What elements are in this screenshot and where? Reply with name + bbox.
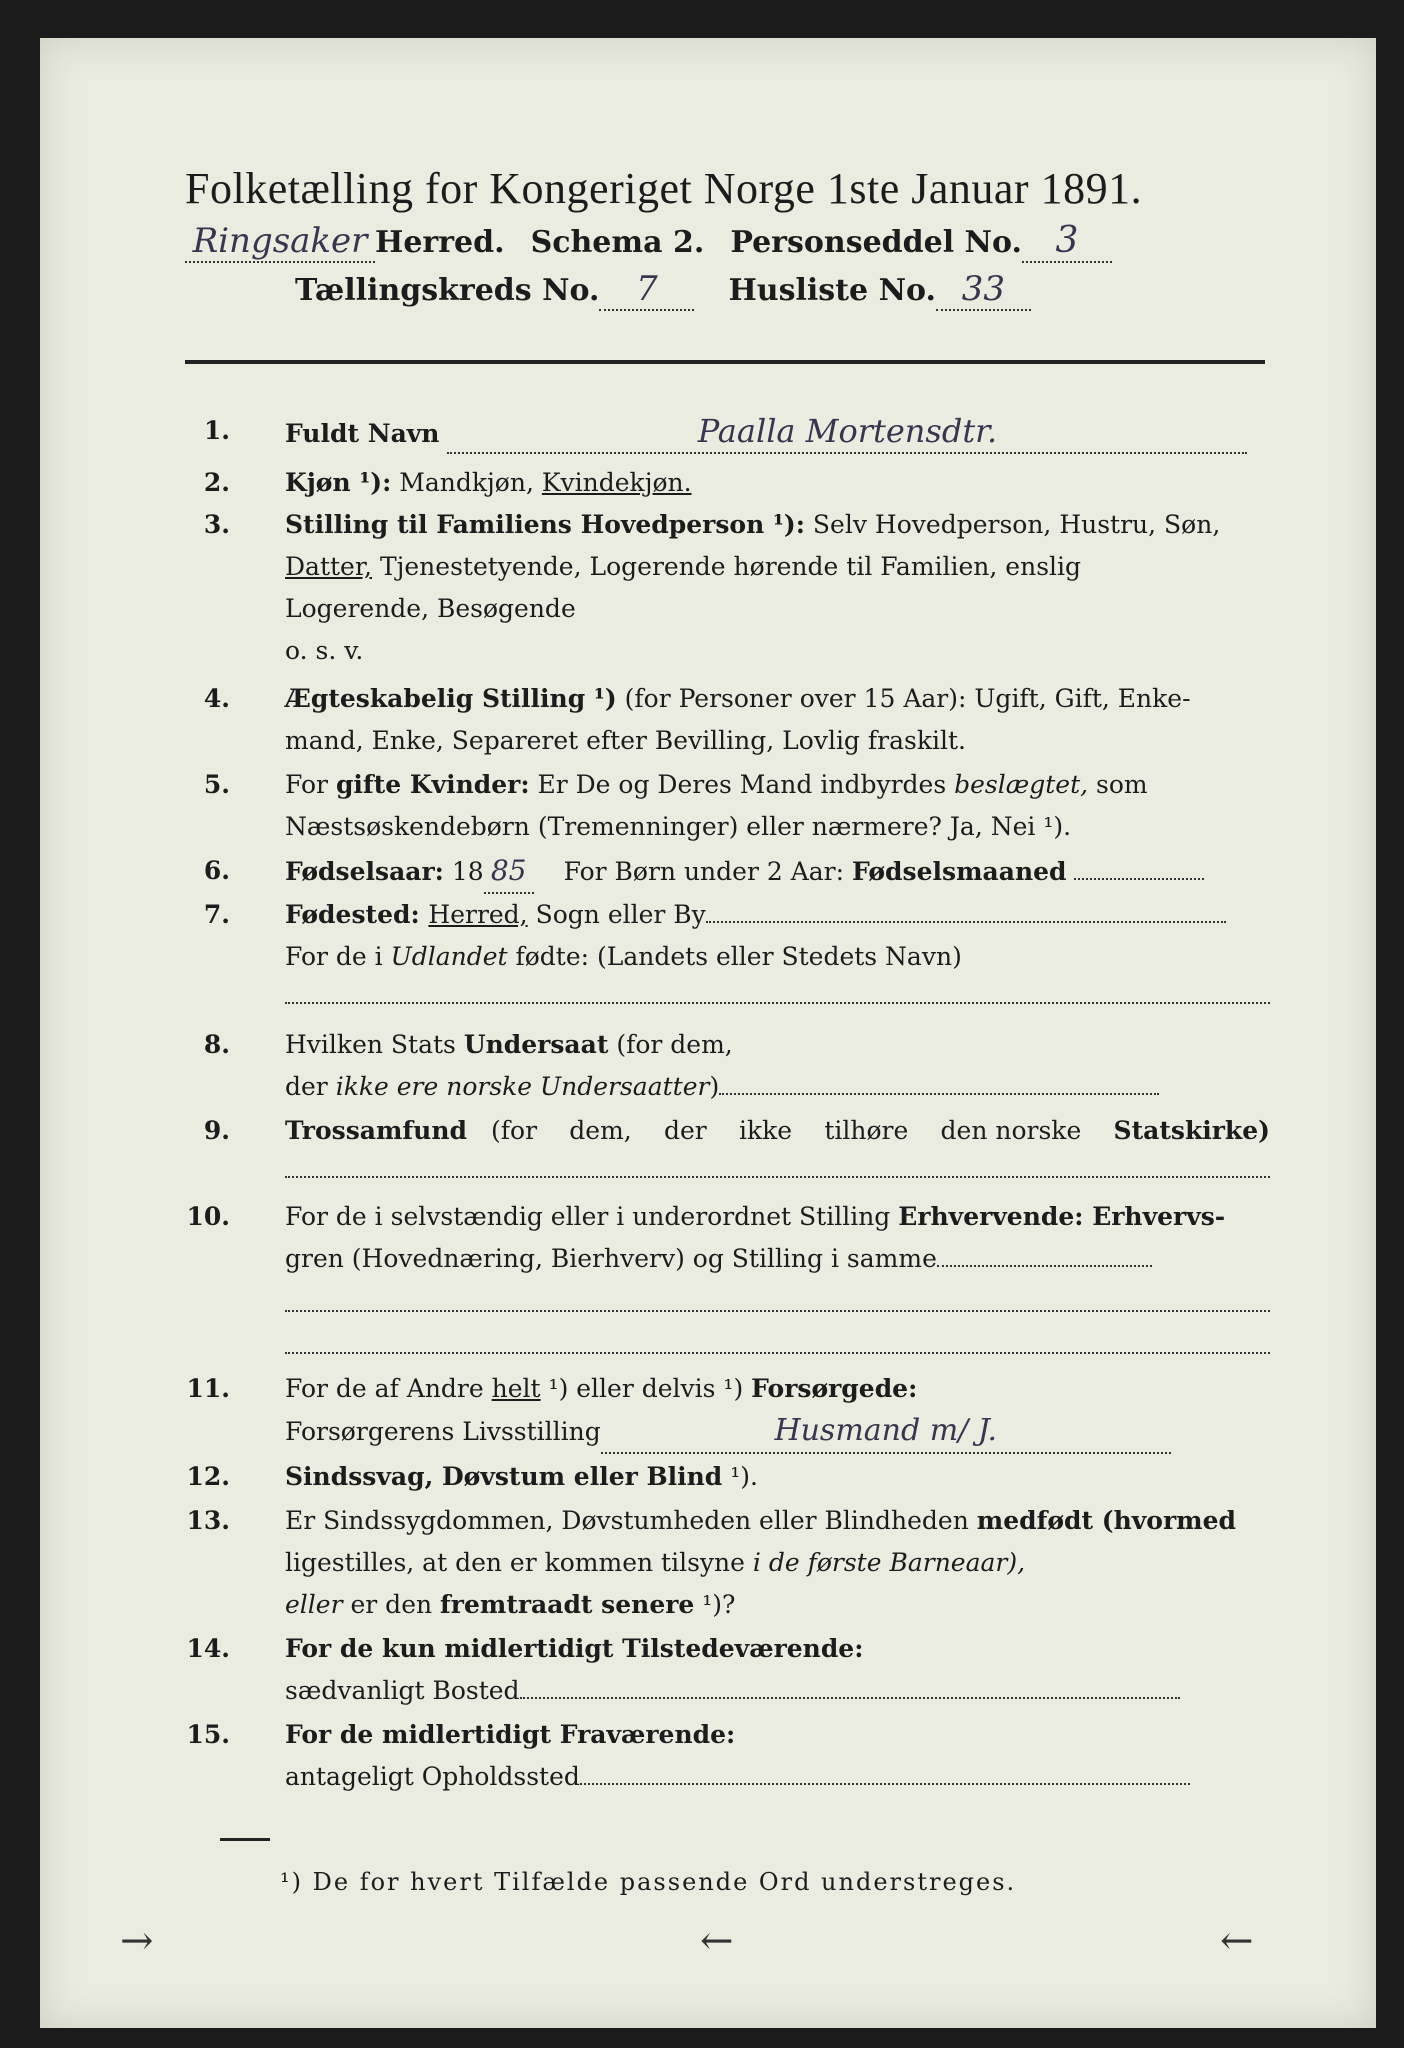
tellingskreds-label: Tællingskreds No. bbox=[295, 273, 600, 308]
husliste-label: Husliste No. bbox=[728, 273, 936, 308]
footnote-divider bbox=[220, 1838, 270, 1841]
personseddel-value: 3 bbox=[1022, 220, 1112, 263]
selected-birthplace: Herred, bbox=[428, 900, 528, 929]
census-form-page: Folketælling for Kongeriget Norge 1ste Januar 1891. Ringsaker Herred. Schema 2. Personseddel No. 3 Tællingskreds No. 7 Husliste No. 33 1. Fuldt Navn Paalla Mortensdtr. 2. Kjøn ¹): Mandkjøn, Kvindekjøn. 3. Stilling til Familiens Hovedperson ¹): Selv Hovedperson, Hustru, Søn, Datter, Tjenestetyende, Logerende hørende til Familien, enslig Logerende, Besøgende o. s. v. 4. Ægteskabelig Stilling ¹) (for Personer over 15 Aar): Ugift, Gift, Enke- mand, Enke, Separeret efter Bevilling, Lovlig fraskilt. 5. For gifte Kvinder: Er De og Deres Mand indbyrdes beslægtet, som Næstsøskendebørn (Tremenninger) eller nærmere? Ja, Nei ¹). 6. Fødselsaar: 18 85 For Børn under 2 Aar: Fødselsmaaned 7. Fødested: Herred, Sogn eller By For de i Udlandet fødte: (Landets eller Stedets Navn) 8. Hvilken Stats Undersaat (for dem, der ikke ere norske Undersaatter) 9. Trossamfund (for dem, der ikke tilhøre den norske Statskirke) 10. For de i selvstændig eller i underordnet Stilling Erhvervende: Erhvervs- gren (Hovednæring, Bierhverv) og Stilling i samme 11. For de af Andre helt ¹) eller delvis ¹) Forsørgede: Forsørgerens Livsstilling Husmand m/ J. 12. Sindssvag, Døvstum eller Blind ¹). 13. Er Sindssygdommen, Døvstumheden eller Blindheden medfødt (hvormed ligestilles, at den er kommen tilsyne i de første Barneaar), eller er den fremtraadt senere ¹)? 14. For de kun midlertidigt Tilstedeværende: sædvanligt Bosted 15. For de midlertidigt Fraværende: antageligt Opholdssted ¹) De for hvert Tilfælde passende Ord understreges. → ← ← bbox=[40, 38, 1376, 2028]
corner-mark-right: ← bbox=[1220, 1918, 1254, 1964]
tellingskreds-value: 7 bbox=[599, 269, 694, 311]
schema-label: Schema 2. bbox=[530, 225, 705, 260]
birth-year-value: 85 bbox=[484, 850, 534, 894]
footnote: ¹) De for hvert Tilfælde passende Ord understreges. bbox=[280, 1868, 1017, 1896]
herred-label: Herred. bbox=[375, 225, 505, 260]
header-line-herred bbox=[185, 220, 1265, 263]
personseddel-label: Personseddel No. bbox=[730, 225, 1022, 260]
herred-value: Ringsaker bbox=[185, 221, 375, 263]
header-divider bbox=[185, 360, 1265, 364]
husliste-value: 33 bbox=[936, 269, 1031, 311]
selected-gender: Kvindekjøn. bbox=[541, 468, 692, 497]
full-name-value: Paalla Mortensdtr. bbox=[447, 410, 1247, 454]
provider-occupation-value: Husmand m/ J. bbox=[601, 1410, 1171, 1454]
form-title: Folketælling for Kongeriget Norge 1ste Januar 1891. bbox=[185, 164, 1143, 213]
header-line-tellingskreds bbox=[185, 269, 1265, 311]
corner-mark-left: → bbox=[120, 1918, 154, 1964]
form-header bbox=[185, 163, 1265, 311]
selected-position: Datter, bbox=[285, 552, 372, 581]
center-mark: ← bbox=[700, 1918, 734, 1964]
question-1: 1. Fuldt Navn Paalla Mortensdtr. bbox=[185, 410, 1270, 452]
